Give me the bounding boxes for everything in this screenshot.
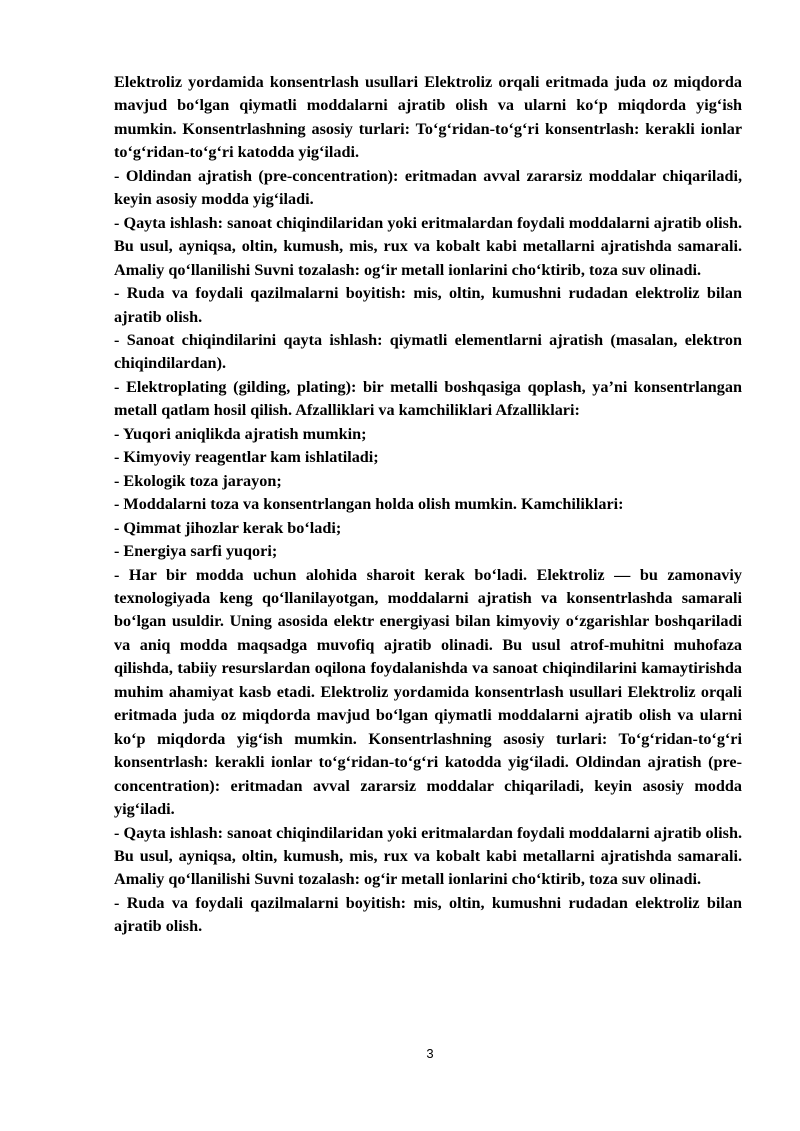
paragraph-intro: Elektroliz yordamida konsentrlash usullari Elektroliz orqali eritmada juda oz miqdorda mavjud bo‘lgan qiymatli moddalarni ajratib olish va ularni ko‘p miqdorda yig‘ish mumkin. Konsentrlashning asosiy turlari: To‘g‘ridan-to‘g‘ri konsentrlash: kerakli ionlar to‘g‘ridan-to‘g‘ri katodda yig‘iladi. (114, 73, 742, 162)
list-item-advantage-ecology: - Ekologik toza jarayon; (114, 471, 282, 490)
list-item-ore-enrichment: - Ruda va foydali qazilmalarni boyitish: mis, oltin, kumushni rudadan elektroliz bilan ajratib olish. (114, 284, 742, 326)
list-item-disadvantage-energy: - Energiya sarfi yuqori; (114, 542, 278, 561)
list-item-industrial-waste: - Sanoat chiqindilarini qayta ishlash: qiymatli elementlarni ajratish (masalan, elektron chiqindilardan). (114, 330, 742, 373)
list-item-advantage-purity: - Moddalarni toza va konsentrlangan holda olish mumkin. Kamchiliklari: (114, 495, 624, 514)
page-number: 3 (426, 1046, 434, 1061)
paragraph-conclusion: - Har bir modda uchun alohida sharoit kerak bo‘ladi. Elektroliz — bu zamonaviy texnologiyada keng qo‘llanilayotgan, moddalarni ajratish va konsentrlashda samarali bo‘lgan usuldir. Uning asosida elektr energiyasi bilan kimyoviy o‘zgarishlar boshqariladi va aniq modda maqsadga muvofiq ajratib olinadi. Bu usul atrof-muhitni muhofaza qilishda, tabiiy resurslardan oqilona foydalanishda va sanoat chiqindilarini kamaytirishda muhim ahamiyat kasb etadi. Elektroliz yordamida konsentrlash usullari Elektroliz orqali eritmada juda oz miqdorda mavjud bo‘lgan qiymatli moddalarni ajratib olish va ularni ko‘p miqdorda yig‘ish mumkin. Konsentrlashning asosiy turlari: To‘g‘ridan-to‘g‘ri konsentrlash: kerakli ionlar to‘g‘ridan-to‘g‘ri katodda yig‘iladi. Oldindan ajratish (pre-concentration): eritmadan avval zararsiz moddalar chiqariladi, keyin asosiy modda yig‘iladi. (114, 565, 742, 819)
list-item-advantage-precision: - Yuqori aniqlikda ajratish mumkin; (114, 424, 367, 443)
document-body (114, 71, 742, 939)
list-item-reprocessing: - Qayta ishlash: sanoat chiqindilaridan yoki eritmalardan foydali moddalarni ajratib olish. Bu usul, ayniqsa, oltin, kumush, mis, rux va kobalt kabi metallarni ajratishda samarali. Amaliy qo‘llanilishi Suvni tozalash: og‘ir metall ionlarini cho‘ktirib, toza suv olinadi. (114, 213, 742, 279)
list-item-reprocessing-repeat: - Qayta ishlash: sanoat chiqindilaridan yoki eritmalardan foydali moddalarni ajratib olish. Bu usul, ayniqsa, oltin, kumush, mis, rux va kobalt kabi metallarni ajratishda samarali. Amaliy qo‘llanilishi Suvni tozalash: og‘ir metall ionlarini cho‘ktirib, toza suv olinadi. (114, 823, 742, 889)
list-item-advantage-reagents: - Kimyoviy reagentlar kam ishlatiladi; (114, 448, 379, 467)
list-item-electroplating: - Elektroplating (gilding, plating): bir metalli boshqasiga qoplash, ya’ni konsentrlangan metall qatlam hosil qilish. Afzalliklari va kamchiliklari Afzalliklari: (114, 377, 742, 420)
list-item-ore-enrichment-repeat: - Ruda va foydali qazilmalarni boyitish: mis, oltin, kumushni rudadan elektroliz bilan ajratib olish. (114, 893, 742, 936)
list-item-preconcentration: - Oldindan ajratish (pre-concentration): eritmadan avval zararsiz moddalar chiqariladi, keyin asosiy modda yig‘iladi. (114, 166, 742, 209)
list-item-disadvantage-equipment: - Qimmat jihozlar kerak bo‘ladi; (114, 518, 342, 537)
